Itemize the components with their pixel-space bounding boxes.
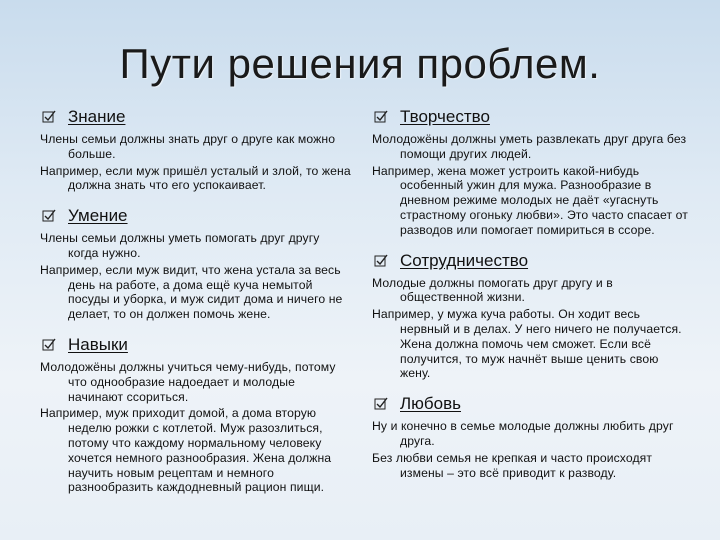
right-column: [372, 104, 690, 490]
section-sotrudnichestvo: [372, 248, 690, 382]
section-umenie: [40, 203, 352, 322]
paragraph: Без любви семья не крепкая и часто происходят измены – это всё приводит к разводу.: [372, 450, 653, 480]
paragraph: Молодожёны должны учиться чему-нибудь, потому что однообразие надоедает и молодые начинают ссориться.: [40, 359, 336, 404]
checkbox-bullet-icon: [374, 254, 388, 268]
heading-label: Знание: [68, 107, 126, 126]
checkbox-bullet-icon: [374, 110, 388, 124]
section-tvorchestvo: [372, 104, 690, 238]
paragraph: Например, жена может устроить какой-нибудь особенный ужин для мужа. Разнообразие в дневном режиме молодых не даёт «угаснуть страстному огоньку любви». Это часто спасает от разводов или помогает помириться в ссоре.: [372, 163, 688, 237]
paragraph: Члены семьи должны знать друг о друге как можно больше.: [40, 132, 336, 161]
paragraph: Например, у мужа куча работы. Он ходит весь нервный и в делах. У него ничего не получается. Жена должна помочь чем сможет. Если всё получится, то муж начнёт выше ценить свою жену.: [372, 307, 682, 381]
heading-label: Умение: [68, 206, 128, 226]
checkbox-bullet-icon: [42, 209, 56, 223]
left-column: [40, 104, 352, 505]
checkbox-bullet-icon: [42, 110, 56, 124]
section-heading: [372, 248, 690, 274]
paragraph: Молодожёны должны уметь развлекать друг друга без помощи других людей.: [372, 132, 687, 161]
paragraph: Молодые должны помогать друг другу и в общественной жизни.: [372, 275, 613, 305]
section-znanie: [40, 104, 352, 193]
section-heading: [372, 104, 690, 130]
heading-label: Сотрудничество: [400, 250, 529, 270]
section-heading: [40, 104, 352, 130]
paragraph: Например, если муж пришёл усталый и злой, то жена должна знать что его успокаивает.: [40, 163, 351, 193]
checkbox-bullet-icon: [42, 338, 56, 352]
section-navyki: [40, 332, 352, 495]
paragraph: Ну и конечно в семье молодые должны любить друг друга.: [372, 419, 674, 448]
section-heading: [40, 203, 352, 229]
section-heading: [372, 391, 690, 417]
heading-label: Навыки: [68, 334, 128, 354]
slide-title: Пути решения проблем.: [119, 40, 601, 87]
section-heading: [40, 332, 352, 358]
paragraph: Например, если муж видит, что жена устала за весь день на работе, а дома ещё куча немытой посуды и уборка, и муж сидит дома и ничего не делает, то он должен помочь жене.: [40, 262, 343, 322]
checkbox-bullet-icon: [374, 397, 388, 411]
section-lyubov: [372, 391, 690, 480]
heading-label: Любовь: [400, 394, 461, 414]
paragraph: Члены семьи должны уметь помогать друг другу когда нужно.: [40, 231, 320, 260]
heading-label: Творчество: [400, 107, 490, 126]
paragraph: Например, муж приходит домой, а дома вторую неделю рожки с котлетой. Муж разозлиться, потому что каждому нормальному человеку хочется немного разнообразия. Жена должна научить новым рецептам и немного разнообразить каждодневный рацион пищи.: [40, 406, 332, 495]
